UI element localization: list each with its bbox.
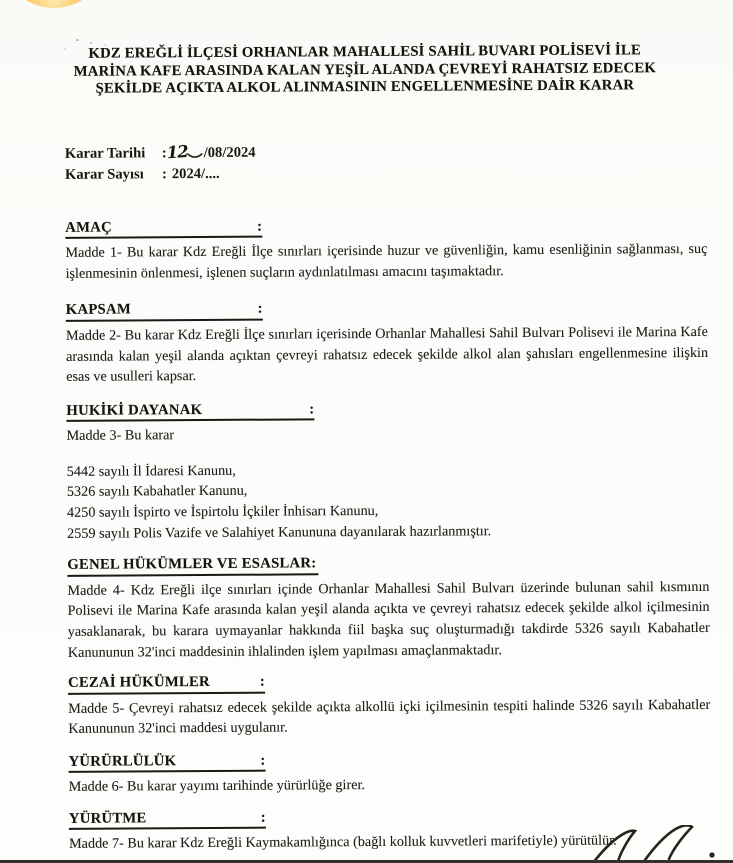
section-kapsam: [66, 298, 709, 387]
signature-scribble: [585, 825, 733, 863]
decision-date-value: /08/2024: [203, 144, 256, 161]
decision-meta: [65, 140, 707, 186]
heading-colon: :: [257, 218, 263, 235]
law-item: 5442 sayılı İl İdaresi Kanunu,: [66, 462, 236, 480]
heading-text: KAPSAM: [65, 301, 131, 319]
law-item: 2559 sayılı Polis Vazife ve Salahiyet Kanununa dayanılarak hazırlanmıştır.: [67, 522, 492, 542]
heading-text: YÜRÜTME: [68, 810, 147, 827]
decision-number-colon: :: [161, 165, 167, 183]
section-heading-genel-hukumler: [67, 556, 318, 577]
section-body-genel-hukumler: Madde 4- Kdz Ereğli ilçe sınırları içinde Orhanlar Mahallesi Sahil Bulvarı üzerinde bulunan sahil kısmının Polisevi ile Marina Kafe arasında kalan yeşil alanda açıkta ve çevreyi rahatsız edecek şekilde alkol içilmesinin yasaklanarak, bu karara uymayanlar hakkında fiil başka suç oluşturmadığı takdirde 5326 sayılı Kabahatler Kanununun 32'inci maddesinin ihlalinden işlem yapılması amaçlanmaktadır.: [67, 578, 710, 661]
section-heading-cezai-hukumler: [68, 674, 265, 695]
section-body-amac: Madde 1- Bu karar Kdz Ereğli İlçe sınırları içerisinde huzur ve güvenliğin, kamu esenliğinin sağlanması, suç işlenmesinin önlenmesi, işlenen suçların aydınlatılması amacını taşımaktadır.: [65, 241, 708, 282]
heading-text: AMAÇ: [65, 219, 113, 236]
heading-text: YÜRÜRLÜLÜK: [68, 752, 177, 770]
section-body-cezai-hukumler: Madde 5- Çevreyi rahatsız edecek şekilde açıkta alkollü içki içilmesinin tespiti halinde 5326 sayılı Kabahatler Kanununun 32'inci maddesi uygulanır.: [68, 696, 711, 738]
heading-colon: :: [260, 752, 266, 769]
section-hukuki-dayanak: [66, 399, 709, 544]
heading-colon: :: [260, 809, 266, 826]
law-item: 5326 sayılı Kabahatler Kanunu,: [66, 483, 248, 501]
section-body-kapsam: Madde 2- Bu karar Kdz Ereğli İlçe sınırları içerisinde Orhanlar Mahallesi Sahil Bulvarı Polisevi ile Marina Kafe arasında kalan yeşil alanda açıktan çevreyi rahatsız edecek şekilde alkol alan şahısları engellenmesine ilişkin esas ve usulleri kapsar.: [65, 323, 709, 385]
heading-text: HUKİKİ DAYANAK: [66, 401, 203, 419]
section-body-yururluluk: Madde 6- Bu karar yayımı tarihinde yürürlüğe girer.: [68, 777, 366, 796]
handwritten-date-day: 12: [165, 141, 189, 163]
decision-number-value: 2024/....: [171, 165, 220, 182]
title-line-1: KDZ EREĞLİ İLÇESİ ORHANLAR MAHALLESİ SAHİL BUVARI POLİSEVİ İLE: [88, 42, 641, 62]
decision-number-row: [65, 161, 707, 186]
section-heading-hukuki-dayanak: [66, 401, 314, 422]
heading-text: CEZAİ HÜKÜMLER: [68, 674, 210, 691]
section-genel-hukumler: [67, 553, 710, 663]
heading-text: GENEL HÜKÜMLER VE ESASLAR:: [67, 555, 317, 574]
section-heading-yururluluk: [68, 752, 265, 773]
title-line-3: ŞEKİLDE AÇIKTA ALKOL ALINMASININ ENGELLENMESİNE DAİR KARAR: [95, 77, 635, 97]
decision-number-label: Karar Sayısı: [64, 166, 144, 183]
law-item: 4250 sayılı İspirto ve İspirtolu İçkiler İnhisarı Kanunu,: [66, 502, 379, 521]
legal-basis-list: [67, 458, 709, 544]
decision-date-colon: :: [161, 144, 167, 162]
section-body-yurutme: Madde 7- Bu karar Kdz Ereğli Kaymakamlığınca (bağlı kolluk kuvvetleri marifetiyle) yürütülür.: [68, 832, 617, 853]
section-heading-amac: [65, 218, 262, 239]
decision-date-label: Karar Tarihi: [64, 145, 146, 162]
section-yururluluk: [68, 750, 710, 798]
section-amac: [65, 216, 707, 285]
section-cezai-hukumler: [68, 671, 710, 740]
handwritten-underline: [187, 146, 203, 167]
document-title: [44, 42, 686, 99]
section-heading-yurutme: [69, 809, 266, 830]
section-body-hukuki-dayanak: Madde 3- Bu karar: [66, 427, 175, 445]
section-heading-kapsam: [66, 301, 263, 322]
heading-colon: :: [257, 301, 263, 318]
heading-colon: :: [309, 401, 315, 418]
heading-colon: :: [259, 673, 266, 690]
title-line-2: MARİNA KAFE ARASINDA KALAN YEŞİL ALANDA ÇEVREYİ RAHATSIZ EDECEK: [73, 59, 656, 80]
